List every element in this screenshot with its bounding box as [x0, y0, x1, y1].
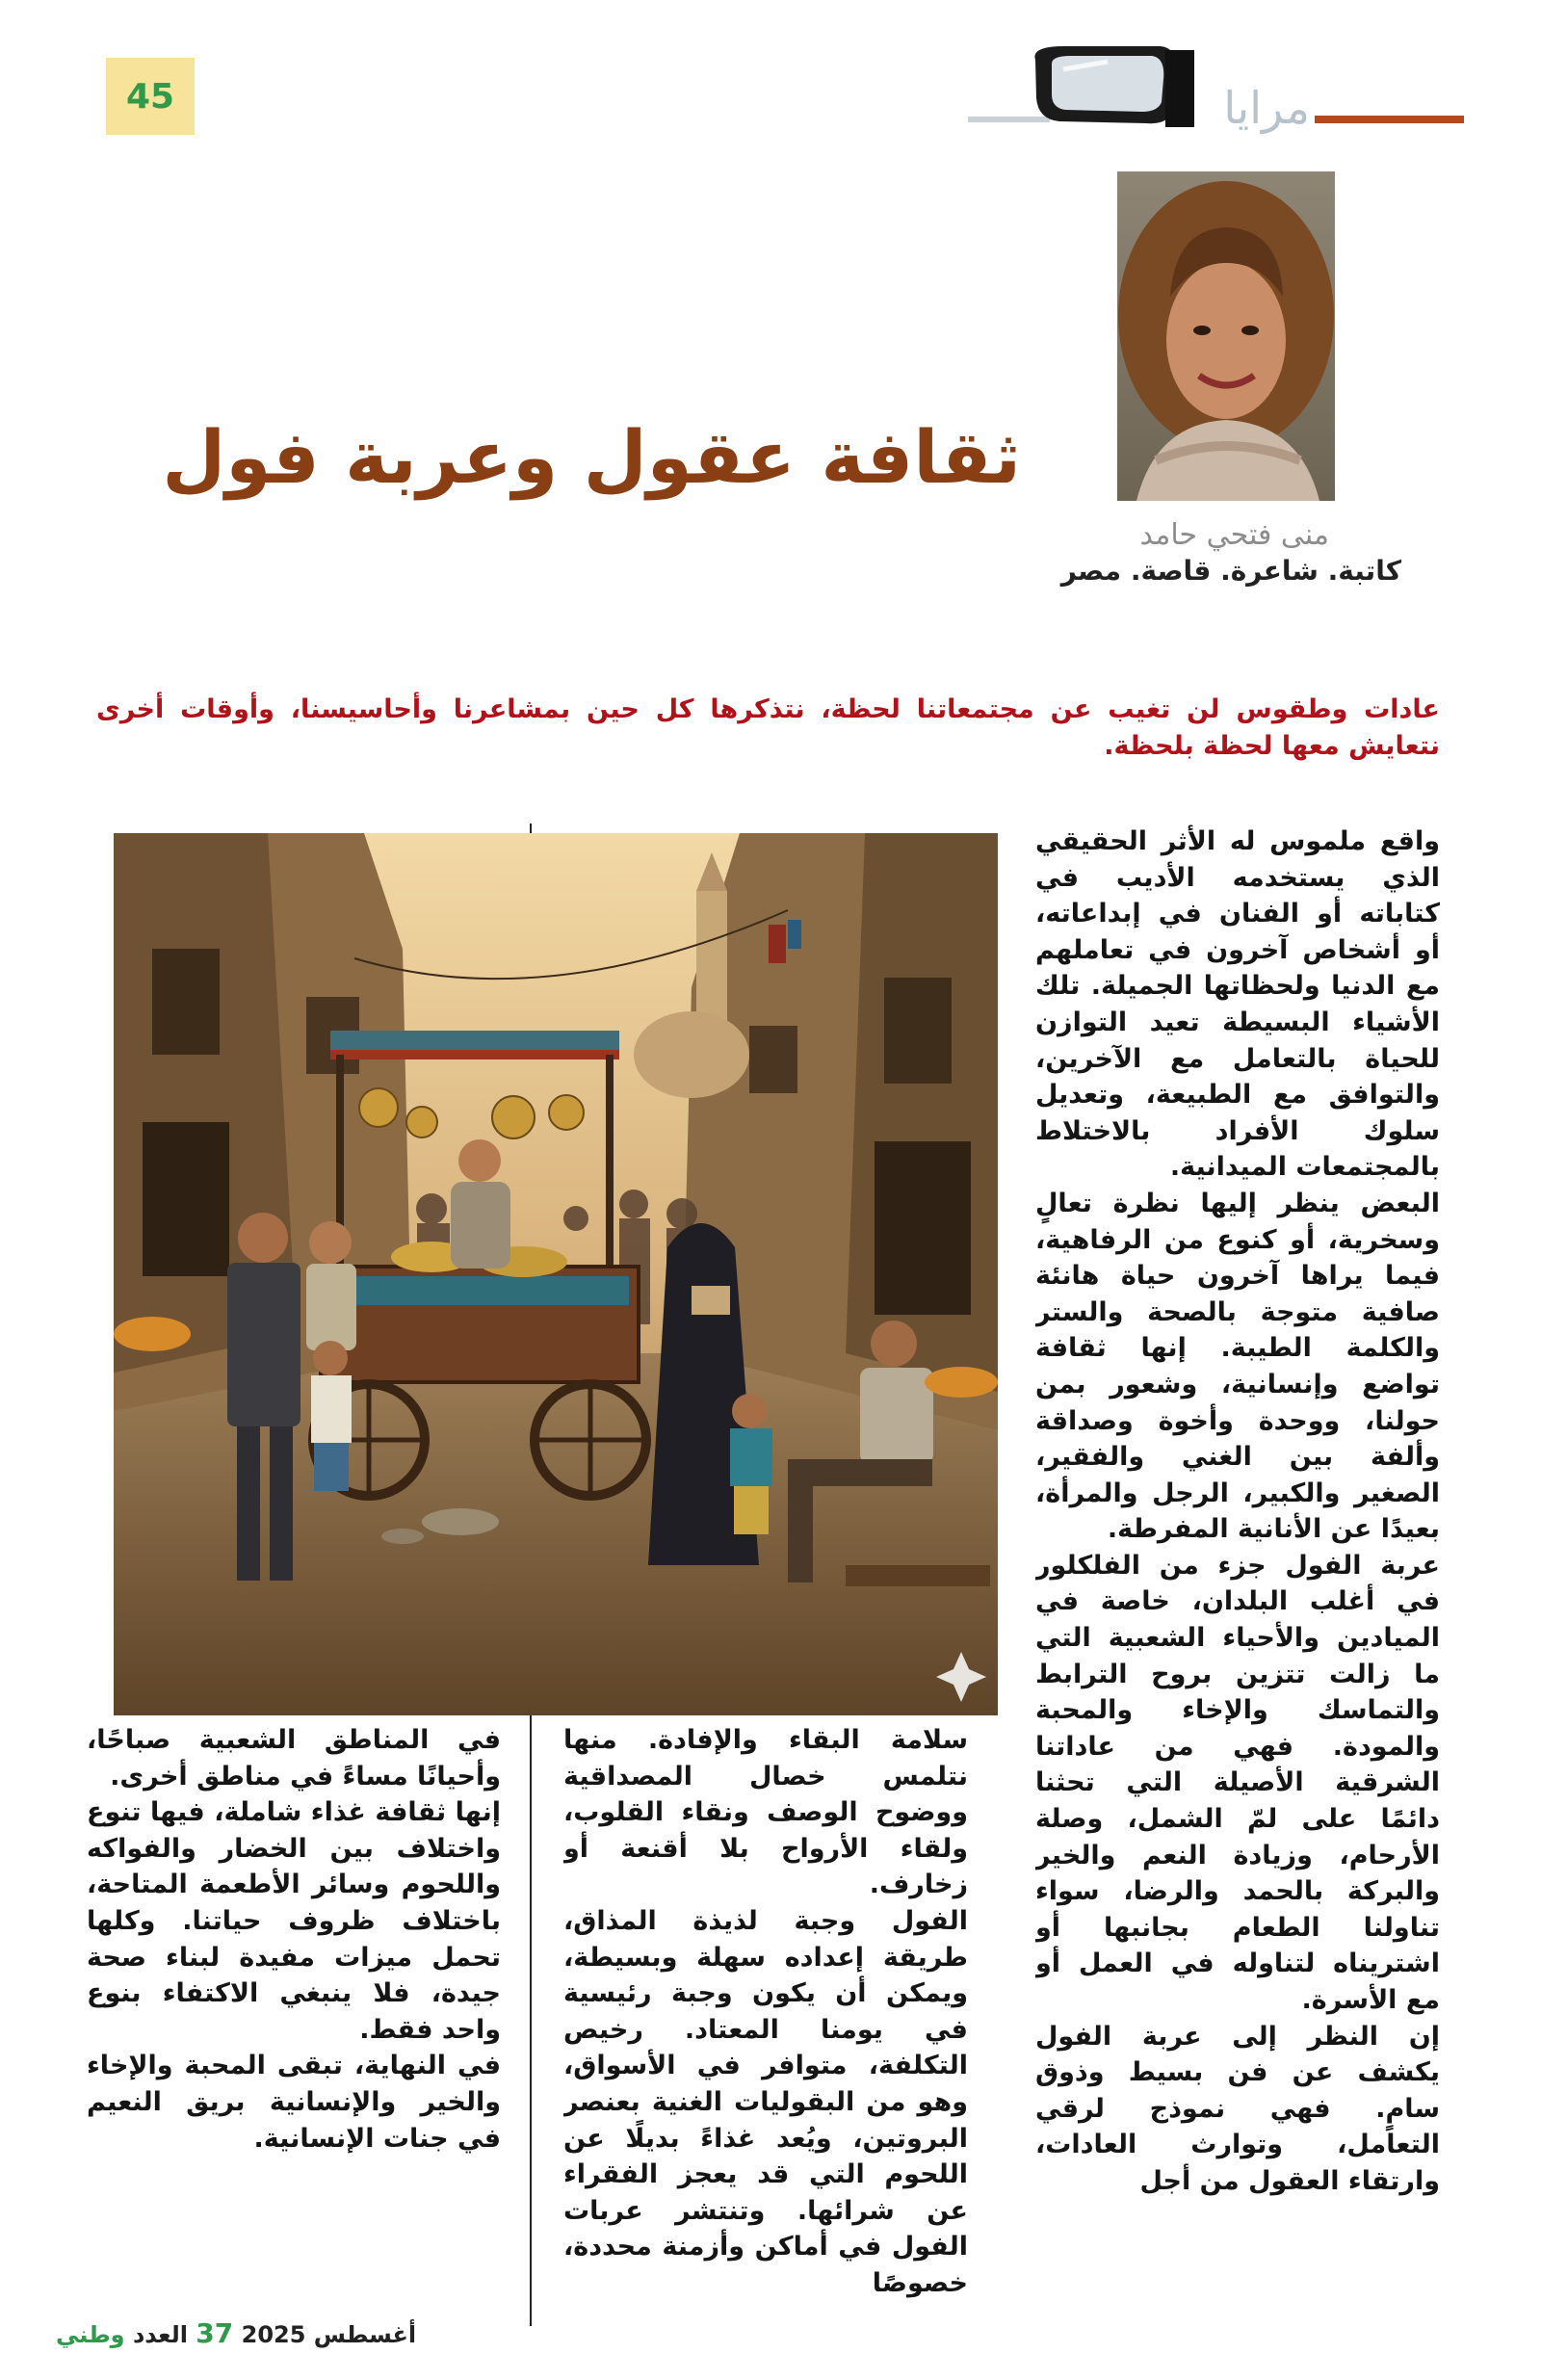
section-logo-text: مرايا [1223, 82, 1310, 134]
page-number: 45 [125, 76, 175, 117]
paragraph: في المناطق الشعبية صباحًا، وأحيانًا مساءً في مناطق أخرى. [87, 1725, 501, 1792]
article-title: ثقافة عقول وعربة فول [162, 414, 1021, 500]
side-mirror-logo-icon [963, 40, 1474, 146]
author-name: منى فتحي حامد [1139, 518, 1329, 552]
paragraph: في النهاية، تبقى المحبة والإخاء والخير والإنسانية بريق النعيم في جنات الإنسانية. [87, 2051, 501, 2154]
footer-date: أغسطس 2025 [241, 2321, 417, 2348]
article-column-left [87, 1722, 501, 2300]
footer-brand: وطني [56, 2321, 125, 2348]
paragraph: إن النظر إلى عربة الفول يكشف عن فن بسيط وذوق سامٍ. فهي نموذج لرقي التعامل، وتوارث العادات، وارتقاء العقول من أجل [1035, 2021, 1440, 2196]
paragraph: سلامة البقاء والإفادة. منها نتلمس خصال المصداقية ووضوح الوصف ونقاء القلوب، ولقاء الأرواح بلا أقنعة أو زخارف. [563, 1725, 968, 1900]
author-photo [1117, 171, 1335, 501]
paragraph: إنها ثقافة غذاء شاملة، فيها تنوع واختلاف بين الخضار والفواكه واللحوم وسائر الأطعمة المتاحة، باختلاف ظروف حياتنا. وكلها تحمل ميزات مفيدة لبناء صحة جيدة، فلا ينبغي الاكتفاء بنوع واحد فقط. [87, 1797, 501, 2045]
author-role: كاتبة. شاعرة. قاصة. مصر [1060, 555, 1401, 587]
footer-issue-label: العدد [132, 2321, 188, 2348]
paragraph: البعض ينظر إليها نظرة تعالٍ وسخرية، أو كنوع من الرفاهية، فيما يراها آخرون حياة هانئة صافية متوجة بالصحة والستر والكلمة الطيبة. إنها ثقافة تواضع وإنسانية، وشعور بمن حولنا، ووحدة وأخوة وصداقة وألفة بين الغني والفقير، الصغير والكبير، الرجل والمرأة، بعيدًا عن الأنانية المفرطة. [1035, 1188, 1440, 1545]
article-lead: عادات وطقوس لن تغيب عن مجتمعاتنا لحظة، نتذكرها كل حين بمشاعرنا وأحاسيسنا، وأوقات أخرى نتعايش معها لحظة بلحظة. [96, 694, 1440, 761]
paragraph: عربة الفول جزء من الفلكلور في أغلب البلدان، خاصة في الميادين والأحياء الشعبية التي ما زالت تتزين بروح الترابط والتماسك والإخاء والمحبة والمودة. فهي من عاداتنا الشرقية الأصيلة التي تحثنا دائمًا على لمّ الشمل، وصلة الأرحام، وزيادة النعم والخير والبركة بالحمد والرضا، سواء تناولنا الطعام بجانبها أو اشتريناه لتناوله في العمل أو مع الأسرة. [1035, 1550, 1440, 2015]
paragraph: الفول وجبة لذيذة المذاق، طريقة إعداده سهلة وبسيطة، ويمكن أن يكون وجبة رئيسية في يومنا المعتاد. رخيص التكلفة، متوافر في الأسواق، وهو من البقوليات الغنية بعنصر البروتين، ويُعد غذاءً بديلًا عن اللحوم التي قد يعجز الفقراء عن شرائها. وتنتشر عربات الفول في أماكن وأزمنة محددة، خصوصًا [563, 1905, 968, 2298]
page-footer [56, 2317, 441, 2352]
paragraph: واقع ملموس له الأثر الحقيقي الذي يستخدمه الأديب في كتاباته أو الفنان في إبداعاته، أو أشخاص آخرون في تعاملهم مع الدنيا ولحظاتها الجميلة. تلك الأشياء البسيطة تعيد التوازن للحياة بالتعامل مع الآخرين، والتوافق مع الطبيعة، وتعديل سلوك الأفراد بالاختلاط بالمجتمعات الميدانية. [1035, 826, 1440, 1183]
ful-cart-painting [114, 833, 998, 1715]
page-number-badge [106, 58, 195, 135]
article-column-right [1035, 824, 1440, 2297]
article-column-middle [563, 1722, 968, 2319]
footer-issue-number: 37 [196, 2317, 234, 2349]
